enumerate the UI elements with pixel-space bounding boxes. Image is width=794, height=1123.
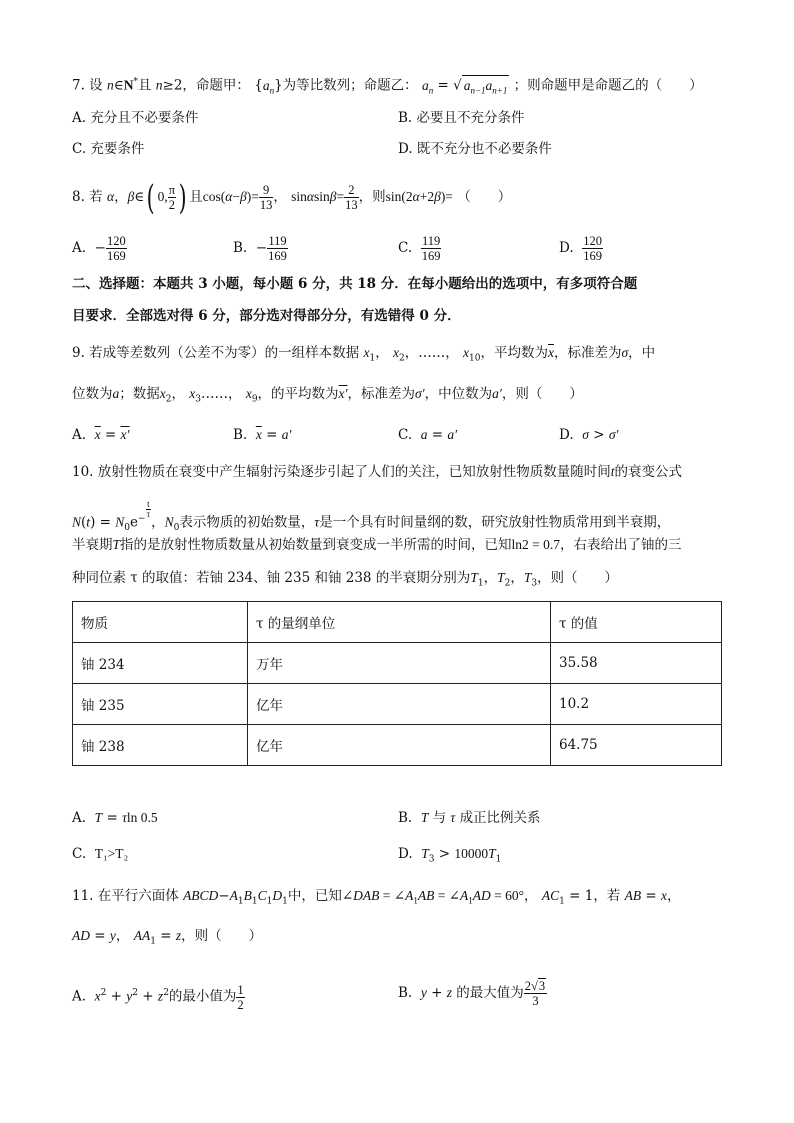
q9-option-c: C. a = a′ [398, 427, 458, 443]
table-cell: 亿年 [248, 684, 551, 725]
table-header-row [73, 602, 722, 643]
uranium-table [72, 601, 722, 766]
q11-line2: AD = y， $AA_1 = z$，则（ ） [72, 928, 263, 947]
table-row [73, 643, 722, 684]
table-cell: 铀 238 [73, 725, 248, 766]
q9-line2: 位数为a；数据$x_2$， $x_3\dots\dots$， $x_9$，的平均数为x′，标准差为σ′，中位数为a′，则（ ） [72, 386, 583, 405]
q7-option-a: A. 充分且不必要条件 [72, 110, 199, 126]
q9-option-a: A. $\overline{x} = x'$ [72, 427, 130, 443]
table-row [73, 725, 722, 766]
table-cell: 铀 235 [73, 684, 248, 725]
table-header: 物质 [73, 602, 248, 643]
q10-line2: $N(t) = N_0e^{- \frac{t}{\tau}}$ ，$N_0$表示物质的初始数量，τ是一个具有时间量纲的数，研究放射性物质常用到半衰期， [72, 499, 671, 534]
q10-option-a: A. T = τln 0.5 [72, 810, 158, 826]
q8-option-d: D. $\frac{120}{169}$ [559, 234, 602, 263]
table-cell: 亿年 [248, 725, 551, 766]
q8-option-c: C. $\frac{119}{169}$ [398, 234, 441, 263]
q10-option-d: D. $T_3 > 10000T_1$ [398, 846, 502, 865]
q11-option-b: B. y + z 的最大值为 $\frac{2√3}{3}$ [398, 979, 546, 1008]
section-heading-line2: 目要求．全部选对得 6 分，部分选对得部分分，有选错得 0 分． [72, 308, 461, 324]
q10-option-c: C. T₁>T₂ [72, 846, 129, 862]
q10-line4: 种同位素 τ 的取值：若铀 234、铀 235 和铀 238 的半衰期分别为$T_1$，$T_2$，$T_3$，则（ ） [72, 570, 619, 589]
section-heading-line1: 二、选择题：本题共 3 小题，每小题 6 分，共 18 分．在每小题给出的选项中，有多项符合题 [72, 276, 638, 292]
q8-option-b: B. − $\frac{119}{169}$ [233, 234, 287, 263]
q8-stem: 8. 若 α，β∈( 0, $\frac{\pi}{2}$ ) 且cos(α−β)= $\frac{9}{13}$ ， sinαsinβ= $\frac{2}{13}$ ，则sin(2α+2β)= （ ） [72, 177, 512, 218]
q7-option-b: B. 必要且不充分条件 [398, 110, 525, 126]
q9-line1: 9. 若成等差数列（公差不为零）的一组样本数据 $x_1$， $x_2$，……， $x_{10}$，平均数为$\overline{x}$，标准差为σ，中 [72, 345, 656, 364]
table-cell: 35.58 [551, 643, 722, 684]
q7-option-c: C. 充要条件 [72, 141, 145, 157]
table-header: τ 的值 [551, 602, 722, 643]
q9-option-b: B. $\overline{x} = a'$ [233, 427, 292, 443]
q10-line1: 10. 放射性物质在衰变中产生辐射污染逐步引起了人们的关注，已知放射性物质数量随时间t的衰变公式 [72, 464, 683, 480]
table-cell: 铀 234 [73, 643, 248, 684]
q9-option-d: D. σ > σ′ [559, 427, 619, 443]
table-row [73, 684, 722, 725]
q10-option-b: B. T 与 τ 成正比例关系 [398, 810, 541, 826]
q11-line1: 11. 在平行六面体 $ABCD-A_1B_1C_1D_1$中，已知∠DAB = $\angle A_1AB$ = $\angle A_1AD = 60^\circ$， $AC_1 = 1$，若 AB = x， [72, 888, 681, 907]
table-cell: 万年 [248, 643, 551, 684]
table-header: τ 的量纲单位 [248, 602, 551, 643]
q10-line3: 半衰期T指的是放射性物质数量从初始数量到衰变成一半所需的时间，已知ln2 = 0.7，右表给出了铀的三 [72, 537, 682, 553]
q7-option-d: D. 既不充分也不必要条件 [398, 141, 552, 157]
q11-option-a: A. $x^2 + y^2 + z^2$的最小值为 $\frac{1}{2}$ [72, 982, 244, 1012]
q8-option-a: A. − $\frac{120}{169}$ [72, 234, 126, 263]
table-cell: 10.2 [551, 684, 722, 725]
table-cell: 64.75 [551, 725, 722, 766]
q7-stem: 7. 设 n∈N*且 n≥2，命题甲： $\{a_n\}$为等比数列；命题乙： $a_n$ = √ $a_{n-1}a_{n+1}$ ；则命题甲是命题乙的（ ） [72, 72, 703, 100]
